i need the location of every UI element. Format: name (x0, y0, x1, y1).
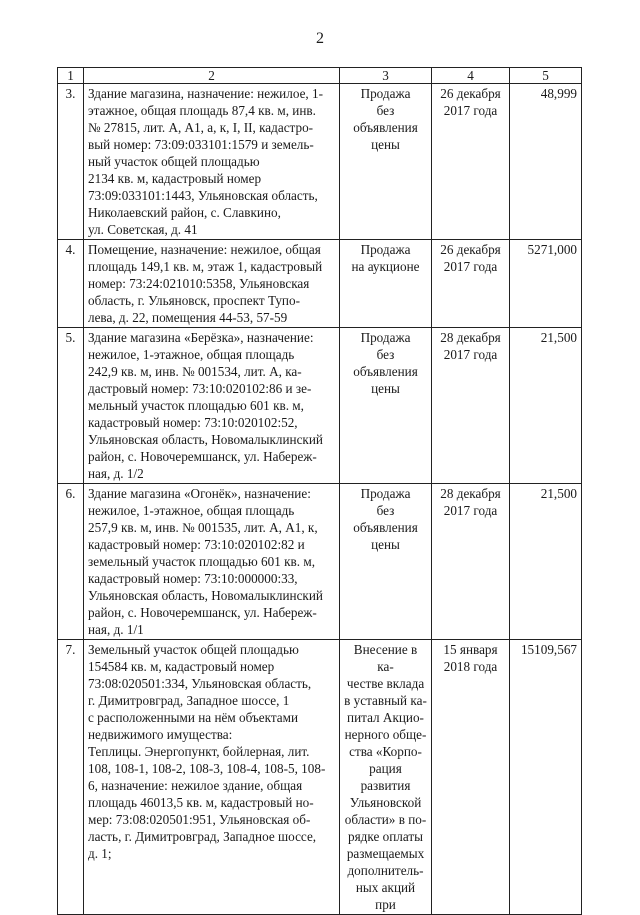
row-number-cell: 4. (58, 240, 84, 328)
description-cell (84, 84, 340, 240)
row-number-cell: 3. (58, 84, 84, 240)
column-header: 3 (340, 68, 432, 84)
description-line: номер: 73:24:021010:5358, Ульяновская (88, 276, 310, 291)
description-line: недвижимого имущества: (88, 727, 233, 742)
table-row (58, 84, 582, 240)
description-line: ный участок общей площадью (88, 154, 260, 169)
description-cell (84, 484, 340, 640)
description-line: кадастровый номер: 73:10:020102:52, (88, 415, 298, 430)
description-line: 257,9 кв. м, инв. № 001535, лит. А, А1, к, (88, 520, 318, 535)
date-cell: 26 декабря 2017 года (432, 240, 510, 328)
row-number-cell: 7. (58, 640, 84, 915)
description-line: Здание магазина «Огонёк», назначение: (88, 486, 311, 501)
description-cell (84, 328, 340, 484)
method-cell: Продажа без объявления цены (340, 328, 432, 484)
description-line: кадастровый номер: 73:10:020102:82 и (88, 537, 305, 552)
description-line: мер: 73:08:020501:951, Ульяновская об- (88, 812, 311, 827)
description-line: нежилое, 1-этажное, общая площадь (88, 503, 295, 518)
description-line: лева, д. 22, помещения 44-53, 57-59 (88, 310, 288, 325)
price-cell: 48,999 (510, 84, 582, 240)
column-header: 2 (84, 68, 340, 84)
description-line: г. Димитровград, Западное шоссе, 1 (88, 693, 290, 708)
description-line: Николаевский район, с. Славкино, (88, 205, 281, 220)
description-line: дастровый номер: 73:10:020102:86 и зе- (88, 381, 312, 396)
description-cell (84, 640, 340, 915)
description-line: № 27815, лит. А, А1, а, к, I, II, кадастро- (88, 120, 314, 135)
description-line: кадастровый номер: 73:10:000000:33, (88, 571, 298, 586)
description-line: Ульяновская область, Новомалыклинский (88, 432, 323, 447)
table-row (58, 328, 582, 484)
column-header: 1 (58, 68, 84, 84)
description-line: д. 1; (88, 846, 112, 861)
description-line: 108, 108-1, 108-2, 108-3, 108-4, 108-5, 108- (88, 761, 326, 776)
description-line: нежилое, 1-этажное, общая площадь (88, 347, 295, 362)
description-line: ул. Советская, д. 41 (88, 222, 198, 237)
description-line: земельный участок площадью 601 кв. м, (88, 554, 316, 569)
description-cell (84, 240, 340, 328)
description-line: район, с. Новочеремшанск, ул. Набереж- (88, 605, 317, 620)
date-cell: 26 декабря 2017 года (432, 84, 510, 240)
description-line: 242,9 кв. м, инв. № 001534, лит. А, ка- (88, 364, 302, 379)
row-number-cell: 5. (58, 328, 84, 484)
description-line: область, г. Ульяновск, проспект Тупо- (88, 293, 300, 308)
method-cell: Продажа без объявления цены (340, 484, 432, 640)
page-number: 2 (316, 30, 324, 47)
description-line: 6, назначение: нежилое здание, общая (88, 778, 303, 793)
property-table (57, 67, 582, 915)
price-cell: 21,500 (510, 328, 582, 484)
description-line: Здание магазина «Берёзка», назначение: (88, 330, 314, 345)
description-line: ная, д. 1/1 (88, 622, 144, 637)
date-cell: 28 декабря 2017 года (432, 328, 510, 484)
description-line: площадь 46013,5 кв. м, кадастровый но- (88, 795, 314, 810)
description-line: 154584 кв. м, кадастровый номер (88, 659, 275, 674)
row-number-cell: 6. (58, 484, 84, 640)
method-cell: Продажа без объявления цены (340, 84, 432, 240)
price-cell: 21,500 (510, 484, 582, 640)
description-line: вый номер: 73:09:033101:1579 и земель- (88, 137, 314, 152)
description-line: ная, д. 1/2 (88, 466, 144, 481)
method-cell: Внесение в ка- честве вклада в уставный ка- питал Акцио- нерного обще- ства «Корпо- рация развития Ульяновской области» в по- рядке оплаты размещаемых дополнитель- ных акций при (340, 640, 432, 915)
description-line: площадь 149,1 кв. м, этаж 1, кадастровый (88, 259, 323, 274)
description-line: Ульяновская область, Новомалыклинский (88, 588, 323, 603)
table-row (58, 484, 582, 640)
description-line: Помещение, назначение: нежилое, общая (88, 242, 321, 257)
description-line: Теплицы. Энергопункт, бойлерная, лит. (88, 744, 310, 759)
date-cell: 28 декабря 2017 года (432, 484, 510, 640)
method-cell: Продажа на аукционе (340, 240, 432, 328)
description-line: Земельный участок общей площадью (88, 642, 299, 657)
description-line: мельный участок площадью 601 кв. м, (88, 398, 304, 413)
description-line: район, с. Новочеремшанск, ул. Набереж- (88, 449, 317, 464)
description-line: с расположенными на нём объектами (88, 710, 299, 725)
description-line: 73:09:033101:1443, Ульяновская область, (88, 188, 318, 203)
column-header: 4 (432, 68, 510, 84)
table-row (58, 240, 582, 328)
description-line: 2134 кв. м, кадастровый номер (88, 171, 262, 186)
price-cell: 15109,567 (510, 640, 582, 915)
description-line: этажное, общая площадь 87,4 кв. м, инв. (88, 103, 316, 118)
column-header: 5 (510, 68, 582, 84)
table-row (58, 640, 582, 915)
price-cell: 5271,000 (510, 240, 582, 328)
description-line: Здание магазина, назначение: нежилое, 1- (88, 86, 324, 101)
date-cell: 15 января 2018 года (432, 640, 510, 915)
description-line: 73:08:020501:334, Ульяновская область, (88, 676, 312, 691)
description-line: ласть, г. Димитровград, Западное шоссе, (88, 829, 317, 844)
header-row (58, 68, 582, 84)
